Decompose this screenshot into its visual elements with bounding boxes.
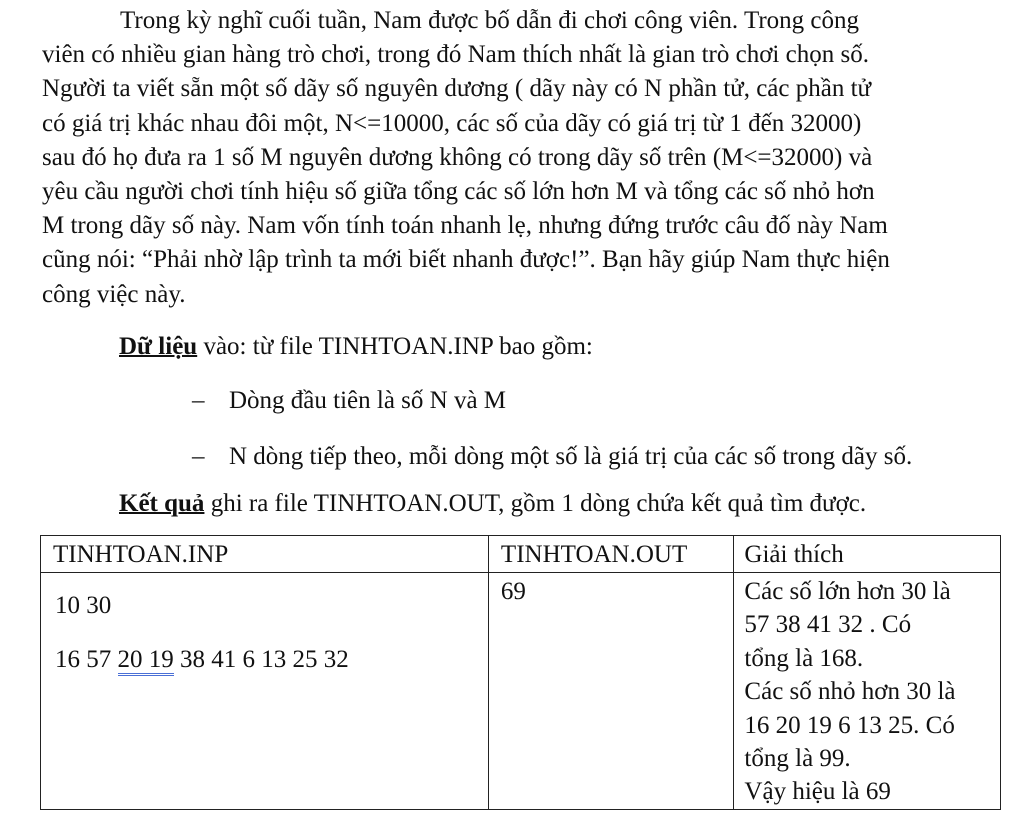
paragraph-line: viên có nhiều gian hàng trò chơi, trong đó Nam thích nhất là gian trò chơi chọn số. bbox=[42, 41, 869, 69]
output-heading bbox=[119, 490, 866, 518]
example-output-value: 69 bbox=[500, 578, 526, 605]
paragraph-line: Trong kỳ nghĩ cuối tuần, Nam được bố dẫn đi chơi công viên. Trong công bbox=[120, 7, 860, 34]
paragraph-line: cũng nói: “Phải nhờ lập trình ta mới biết nhanh được!”. Bạn hãy giúp Nam thực hiện bbox=[42, 246, 890, 274]
input-heading bbox=[119, 333, 593, 361]
header-explanation: Giải thích bbox=[734, 536, 1001, 573]
bullet-item bbox=[192, 443, 912, 471]
paragraph-line: M trong dãy số này. Nam vốn tính toán nhanh lẹ, nhưng đứng trước câu đố này Nam bbox=[42, 212, 888, 240]
example-table bbox=[40, 535, 1001, 810]
explanation-line: 16 20 19 6 13 25. Có bbox=[744, 711, 955, 739]
example-explanation-cell bbox=[734, 573, 1001, 810]
input-heading-text: vào: từ file TINHTOAN.INP bao gồm: bbox=[197, 333, 593, 360]
input-line-1: 10 30 bbox=[55, 592, 112, 619]
bullet-item bbox=[192, 387, 506, 415]
header-output-file: TINHTOAN.OUT bbox=[488, 536, 734, 573]
example-input-cell bbox=[41, 573, 489, 810]
input-line-2: 16 57 20 19 38 41 6 13 25 32 bbox=[55, 643, 488, 677]
paragraph-line: công việc này. bbox=[42, 280, 186, 308]
input-label: Dữ liệu bbox=[119, 333, 198, 360]
output-heading-text: ghi ra file TINHTOAN.OUT, gồm 1 dòng chứa kết quả tìm được. bbox=[204, 490, 867, 517]
bullet-dash: – bbox=[192, 443, 205, 470]
bullet-text: Dòng đầu tiên là số N và M bbox=[229, 387, 507, 414]
explanation-line: Vậy hiệu là 69 bbox=[744, 778, 891, 806]
table-row bbox=[41, 573, 1001, 810]
bullet-text: N dòng tiếp theo, mỗi dòng một số là giá trị của các số trong dãy số. bbox=[229, 443, 913, 470]
paragraph-line: Người ta viết sẵn một số dãy số nguyên dương ( dãy này có N phần tử, các phần tử bbox=[42, 75, 872, 103]
explanation-line: Các số nhỏ hơn 30 là bbox=[744, 678, 956, 706]
table-header-row bbox=[41, 536, 1001, 573]
explanation-line: tổng là 99. bbox=[744, 745, 851, 773]
paragraph-line: sau đó họ đưa ra 1 số M nguyên dương không có trong dãy số trên (M<=32000) và bbox=[42, 143, 873, 171]
paragraph-line: có giá trị khác nhau đôi một, N<=10000, các số của dãy có giá trị từ 1 đến 32000) bbox=[42, 109, 862, 137]
problem-paragraph bbox=[42, 4, 1024, 312]
explanation-line: 57 38 41 32 . Có bbox=[744, 611, 912, 639]
output-label: Kết quả bbox=[119, 490, 205, 517]
paragraph-line: yêu cầu người chơi tính hiệu số giữa tổng các số lớn hơn M và tổng các số nhỏ hơn bbox=[42, 177, 875, 205]
header-input-file: TINHTOAN.INP bbox=[41, 536, 489, 573]
bullet-dash: – bbox=[192, 387, 205, 414]
explanation-line: Các số lớn hơn 30 là bbox=[744, 578, 951, 605]
example-output-cell bbox=[488, 573, 734, 810]
explanation-line: tổng là 168. bbox=[744, 644, 864, 672]
